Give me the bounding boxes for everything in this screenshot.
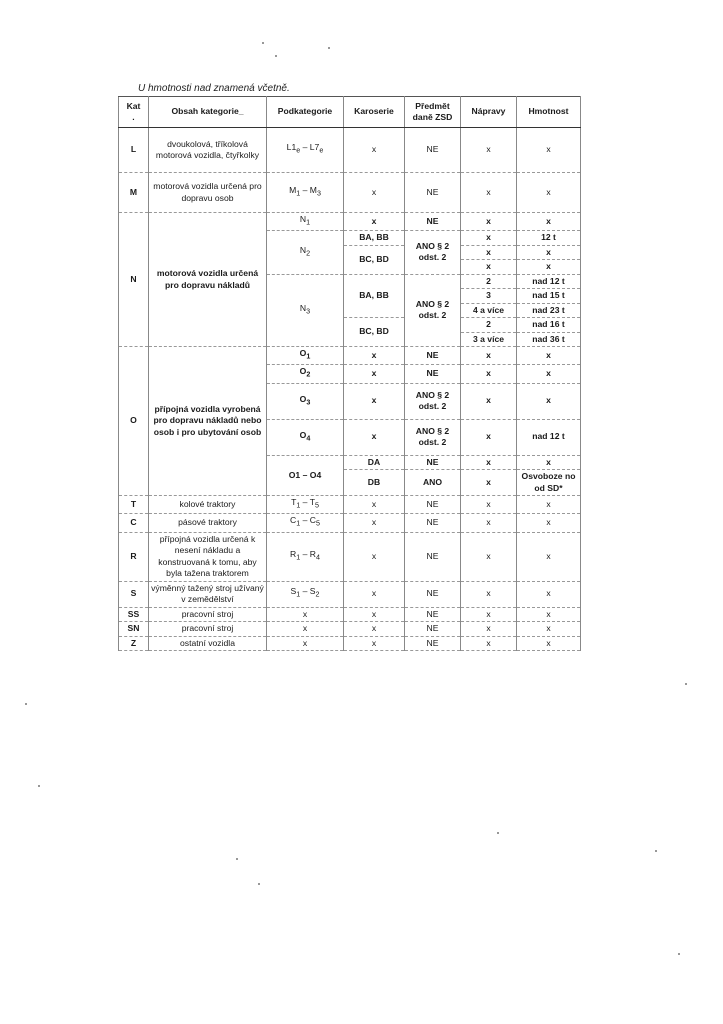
weight: x xyxy=(517,128,581,173)
weight: x xyxy=(517,636,581,651)
axles: x xyxy=(461,514,517,532)
tax-subject: ANO § 2 odst. 2 xyxy=(405,383,461,419)
table-row-SS xyxy=(119,607,581,622)
axles: x xyxy=(461,383,517,419)
weight: Osvoboze no od SD* xyxy=(517,470,581,496)
axles: x xyxy=(461,622,517,637)
table-row-O1 xyxy=(119,347,581,365)
table-row-T xyxy=(119,496,581,514)
header-hmotnost: Hmotnost xyxy=(517,97,581,128)
axles: x xyxy=(461,455,517,470)
body: x xyxy=(344,636,405,651)
cat-content: pásové traktory xyxy=(149,514,267,532)
tax-subject: ANO xyxy=(405,470,461,496)
body: x xyxy=(344,173,405,213)
cat-content: motorová vozidla určená pro dopravu nákladů xyxy=(149,213,267,347)
table-row-N1 xyxy=(119,213,581,231)
body: x xyxy=(344,128,405,173)
subcategory: $S_1 - S_2$ xyxy=(267,581,344,607)
body: x xyxy=(344,532,405,581)
weight: x xyxy=(517,607,581,622)
tax-subject: NE xyxy=(405,514,461,532)
weight: x xyxy=(517,532,581,581)
subcategory: $O_2$ xyxy=(267,365,344,383)
weight: x xyxy=(517,260,581,275)
axles: x xyxy=(461,365,517,383)
table-row-Z xyxy=(119,636,581,651)
axles: x xyxy=(461,636,517,651)
tax-subject: ANO § 2 odst. 2 xyxy=(405,231,461,275)
axles: x xyxy=(461,496,517,514)
axles: x xyxy=(461,213,517,231)
body: BC, BD xyxy=(344,245,405,274)
subcategory: $O_4$ xyxy=(267,419,344,455)
body: x xyxy=(344,607,405,622)
body: x xyxy=(344,622,405,637)
body: DA xyxy=(344,455,405,470)
subcategory: $N_3$ xyxy=(267,274,344,347)
subcategory: x xyxy=(267,622,344,637)
weight: x xyxy=(517,496,581,514)
weight: nad 36 t xyxy=(517,332,581,347)
cat-code: T xyxy=(119,496,149,514)
axles: x xyxy=(461,245,517,260)
body: x xyxy=(344,514,405,532)
weight: x xyxy=(517,383,581,419)
subcategory: $L1_e - L7_e$ xyxy=(267,128,344,173)
cat-content: výměnný tažený stroj užívaný v zemědělství xyxy=(149,581,267,607)
header-obsah: Obsah kategorie_ xyxy=(149,97,267,128)
cat-code: Z xyxy=(119,636,149,651)
tax-subject: NE xyxy=(405,128,461,173)
axles: 3 xyxy=(461,289,517,304)
tax-subject: NE xyxy=(405,496,461,514)
cat-content: ostatní vozidla xyxy=(149,636,267,651)
cat-content: přípojná vozidla vyrobená pro dopravu nákladů nebo osob i pro ubytování osob xyxy=(149,347,267,496)
axles: x xyxy=(461,260,517,275)
weight: x xyxy=(517,347,581,365)
table-row-S xyxy=(119,581,581,607)
tax-subject: ANO § 2 odst. 2 xyxy=(405,274,461,347)
body: x xyxy=(344,581,405,607)
body: BC, BD xyxy=(344,318,405,347)
cat-code: SN xyxy=(119,622,149,637)
weight: nad 15 t xyxy=(517,289,581,304)
subcategory: $O_3$ xyxy=(267,383,344,419)
table-row-L xyxy=(119,128,581,173)
vehicle-category-table xyxy=(118,96,581,651)
weight: nad 23 t xyxy=(517,303,581,318)
axles: x xyxy=(461,173,517,213)
subcategory: $C_1 - C_5$ xyxy=(267,514,344,532)
axles: 2 xyxy=(461,274,517,289)
subcategory: $O_1$ xyxy=(267,347,344,365)
cat-code: SS xyxy=(119,607,149,622)
cat-code: R xyxy=(119,532,149,581)
body: x xyxy=(344,213,405,231)
body: DB xyxy=(344,470,405,496)
axles: 3 a více xyxy=(461,332,517,347)
body: x xyxy=(344,365,405,383)
axles: 2 xyxy=(461,318,517,333)
header-predmet: Předmět daně ZSD xyxy=(405,97,461,128)
table-row-M xyxy=(119,173,581,213)
weight: x xyxy=(517,455,581,470)
body: x xyxy=(344,383,405,419)
cat-code: L xyxy=(119,128,149,173)
axles: x xyxy=(461,607,517,622)
weight: x xyxy=(517,173,581,213)
subcategory: $N_2$ xyxy=(267,231,344,275)
header-karoserie: Karoserie xyxy=(344,97,405,128)
tax-subject: NE xyxy=(405,173,461,213)
tax-subject: NE xyxy=(405,636,461,651)
tax-subject: NE xyxy=(405,532,461,581)
header-podkategorie: Podkategorie xyxy=(267,97,344,128)
tax-subject: NE xyxy=(405,455,461,470)
tax-subject: NE xyxy=(405,607,461,622)
cat-code: N xyxy=(119,213,149,347)
axles: 4 a více xyxy=(461,303,517,318)
axles: x xyxy=(461,470,517,496)
header-napravy: Nápravy xyxy=(461,97,517,128)
axles: x xyxy=(461,347,517,365)
table-row-C xyxy=(119,514,581,532)
subcategory: $M_1 - M_3$ xyxy=(267,173,344,213)
body: BA, BB xyxy=(344,274,405,318)
header-row xyxy=(119,97,581,128)
weight: x xyxy=(517,213,581,231)
axles: x xyxy=(461,128,517,173)
weight: x xyxy=(517,581,581,607)
cat-content: pracovní stroj xyxy=(149,622,267,637)
weight: nad 12 t xyxy=(517,274,581,289)
body: x xyxy=(344,419,405,455)
cat-code: O xyxy=(119,347,149,496)
subcategory: x xyxy=(267,607,344,622)
cat-code: S xyxy=(119,581,149,607)
cat-code: C xyxy=(119,514,149,532)
weight: x xyxy=(517,245,581,260)
subcategory: $R_1 - R_4$ xyxy=(267,532,344,581)
weight: x xyxy=(517,365,581,383)
axles: x xyxy=(461,581,517,607)
cat-content: dvoukolová, tříkolová motorová vozidla, čtyřkolky xyxy=(149,128,267,173)
weight: nad 12 t xyxy=(517,419,581,455)
cat-content: motorová vozidla určená pro dopravu osob xyxy=(149,173,267,213)
weight: nad 16 t xyxy=(517,318,581,333)
body: x xyxy=(344,496,405,514)
table-row-SN xyxy=(119,622,581,637)
axles: x xyxy=(461,419,517,455)
weight: x xyxy=(517,622,581,637)
weight: x xyxy=(517,514,581,532)
subcategory: $T_1 - T_5$ xyxy=(267,496,344,514)
cat-content: přípojná vozidla určená k nesení nákladu a konstruovaná k tomu, aby byla tažena traktorem xyxy=(149,532,267,581)
axles: x xyxy=(461,532,517,581)
cat-code: M xyxy=(119,173,149,213)
tax-subject: ANO § 2 odst. 2 xyxy=(405,419,461,455)
tax-subject: NE xyxy=(405,213,461,231)
header-kat: Kat . xyxy=(119,97,149,128)
table-row-R xyxy=(119,532,581,581)
body: BA, BB xyxy=(344,231,405,246)
tax-subject: NE xyxy=(405,622,461,637)
subcategory: O1 – O4 xyxy=(267,455,344,496)
subcategory: $N_1$ xyxy=(267,213,344,231)
tax-subject: NE xyxy=(405,365,461,383)
tax-subject: NE xyxy=(405,581,461,607)
tax-subject: NE xyxy=(405,347,461,365)
body: x xyxy=(344,347,405,365)
subcategory: x xyxy=(267,636,344,651)
weight: 12 t xyxy=(517,231,581,246)
cat-content: pracovní stroj xyxy=(149,607,267,622)
weight-note: U hmotnosti nad znamená včetně. xyxy=(138,83,290,94)
cat-content: kolové traktory xyxy=(149,496,267,514)
axles: x xyxy=(461,231,517,246)
